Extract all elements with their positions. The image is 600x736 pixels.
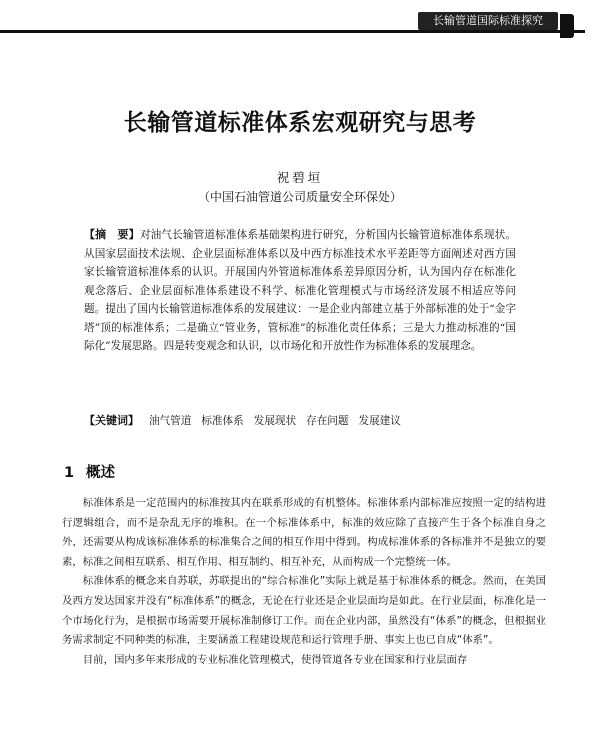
article-title: 长输管道标准体系宏观研究与思考	[123, 110, 477, 136]
keywords	[84, 412, 544, 430]
body-paragraph: 标准体系是一定范围内的标准按其内在联系形成的有机整体。标准体系内部标准应按照一定的结构进行逻辑组合，而不是杂乱无序的堆积。在一个标准体系中，标准的效应除了直接产生于各个标准自身之外，还需要从构成该标准体系的标准集合之间的相互作用中得到。构成标准体系的各标准并不是独立的要素，标准之间相互联系、相互作用、相互制约、相互补充，从而构成一个完整统一体。	[62, 497, 546, 568]
header-tab-mark	[560, 14, 574, 38]
abstract	[84, 226, 516, 356]
section-number: 1	[64, 465, 75, 481]
keyword-item: 发展建议	[358, 415, 401, 427]
section-title: 概述	[86, 465, 115, 481]
keyword-item: 标准体系	[201, 415, 244, 427]
keyword-item: 油气管道	[149, 415, 192, 427]
body-paragraph: 目前，国内多年来形成的专业标准化管理模式，使得管道各专业在国家和行业层面存	[82, 653, 468, 666]
abstract-label: 【摘 要】	[84, 228, 140, 241]
body-text	[62, 494, 546, 670]
keyword-item: 存在问题	[306, 415, 349, 427]
section-heading	[64, 461, 115, 482]
running-title: 长输管道国际标准探究	[418, 12, 558, 30]
keywords-label: 【关键词】	[84, 414, 139, 427]
author-name: 祝碧垣	[276, 170, 324, 185]
running-header	[0, 4, 600, 32]
abstract-text: 对油气长输管道标准体系基础架构进行研究，分析国内长输管道标准体系现状。从国家层面技术法规、企业层面标准体系以及中西方标准技术水平差距等方面阐述对西方国家长输管道标准体系的认识。开展国内外管道标准体系差异原因分析，认为国内存在标准化观念落后、企业层面标准体系建设不科学、标准化管理模式与市场经济发展不相适应等问题。提出了国内长输管道标准体系的发展建议：一是企业内部建立基于外部标准的处于“金字塔”顶的标准体系；二是确立“管业务，管标准”的标准化责任体系；三是大力推动标准的“国际化”发展思路。四是转变观念和认识，以市场化和开放性作为标准体系的发展理念。	[84, 229, 517, 352]
keyword-item: 发展现状	[253, 415, 297, 427]
author-affiliation: （中国石油管道公司质量安全环保处）	[197, 190, 402, 204]
header-rule	[0, 30, 585, 33]
body-paragraph: 标准体系的概念来自苏联，苏联提出的“综合标准化”实际上就是基于标准体系的概念。然而，在美国及西方发达国家并没有“标准体系”的概念，无论在行业还是企业层面均是如此。在行业层面，标准化是一个市场化行为，是根据市场需要开展标准制修订工作。而在企业内部，虽然没有“体系”的概念，但根据业务需求制定不同种类的标准，主要涵盖工程建设规范和运行管理手册、事实上也已自成“体系”。	[62, 575, 546, 647]
